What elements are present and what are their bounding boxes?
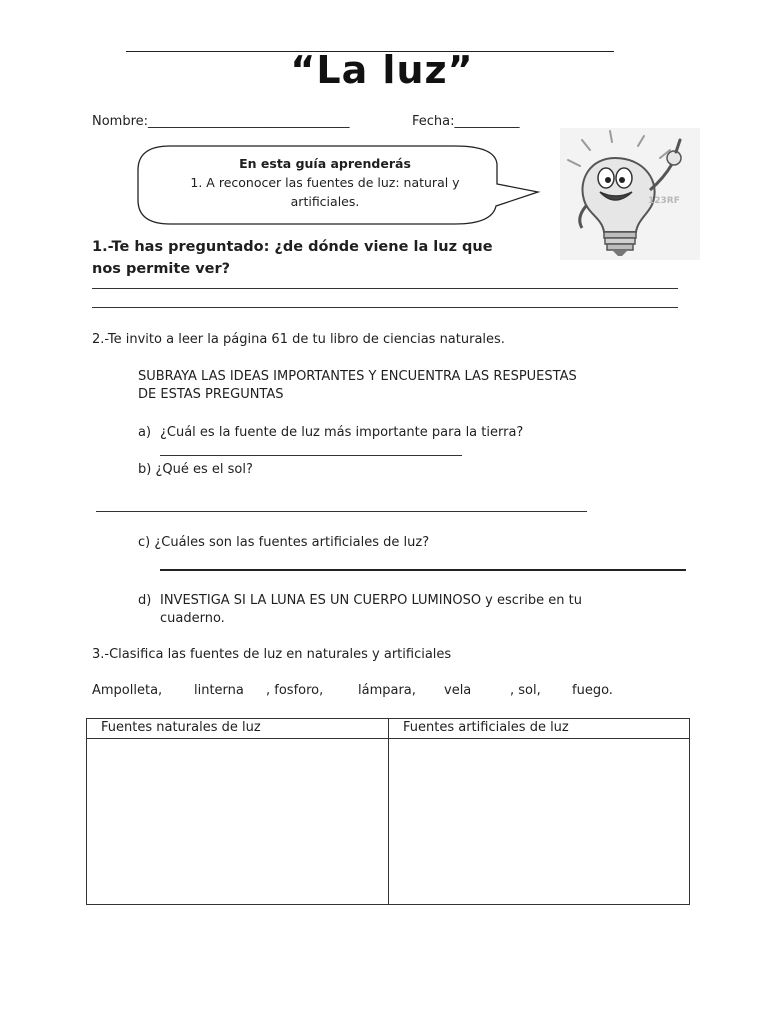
- table-header-artificial: Fuentes artificiales de luz: [389, 719, 690, 739]
- question-2-instruction-line2: DE ESTAS PREGUNTAS: [138, 387, 284, 402]
- answer-line: [92, 307, 678, 308]
- nombre-field: Nombre:_______________________________: [92, 114, 350, 129]
- bubble-heading: En esta guía aprenderás: [239, 156, 411, 171]
- question-2b: b) ¿Qué es el sol?: [138, 462, 253, 477]
- word-item: linterna: [194, 683, 244, 698]
- natural-sources-cell[interactable]: [87, 739, 389, 905]
- question-2a-letter: a): [138, 425, 152, 440]
- bubble-line1: 1. A reconocer las fuentes de luz: natural y: [190, 175, 460, 190]
- question-2d-line1: INVESTIGA SI LA LUNA ES UN CUERPO LUMINOSO y escribe en tu: [160, 593, 582, 608]
- answer-line: [92, 288, 678, 289]
- answer-line: [160, 455, 462, 456]
- question-1-line1: 1.-Te has preguntado: ¿de dónde viene la luz que: [92, 239, 493, 255]
- question-1: [92, 236, 493, 280]
- question-2-instruction-line1: SUBRAYA LAS IDEAS IMPORTANTES Y ENCUENTRA LAS RESPUESTAS: [138, 369, 577, 384]
- classification-table: [86, 718, 690, 905]
- question-2d-line2: cuaderno.: [160, 611, 225, 626]
- word-item: fuego.: [572, 683, 613, 698]
- question-2c: c) ¿Cuáles son las fuentes artificiales de luz?: [138, 535, 430, 550]
- lightbulb-illustration: [560, 128, 700, 260]
- answer-line: [160, 569, 686, 571]
- question-3-intro: 3.-Clasifica las fuentes de luz en naturales y artificiales: [92, 647, 452, 662]
- answer-line: [96, 511, 587, 512]
- word-item: , sol,: [510, 683, 541, 698]
- question-1-line2: nos permite ver?: [92, 261, 231, 277]
- question-2-intro: 2.-Te invito a leer la página 61 de tu libro de ciencias naturales.: [92, 332, 505, 347]
- image-watermark: 123RF: [648, 196, 680, 206]
- page-title: “La luz”: [290, 48, 474, 92]
- artificial-sources-cell[interactable]: [389, 739, 690, 905]
- bubble-text: [150, 154, 500, 211]
- word-item: Ampolleta,: [92, 683, 163, 698]
- table-header-natural: Fuentes naturales de luz: [87, 719, 389, 739]
- word-item: lámpara,: [358, 683, 416, 698]
- fecha-field: Fecha:__________: [412, 114, 520, 129]
- question-2a: ¿Cuál es la fuente de luz más importante para la tierra?: [160, 425, 524, 440]
- word-item: , fosforo,: [266, 683, 324, 698]
- bubble-line2: artificiales.: [290, 194, 360, 209]
- question-2d-letter: d): [138, 593, 152, 608]
- word-item: vela: [444, 683, 472, 698]
